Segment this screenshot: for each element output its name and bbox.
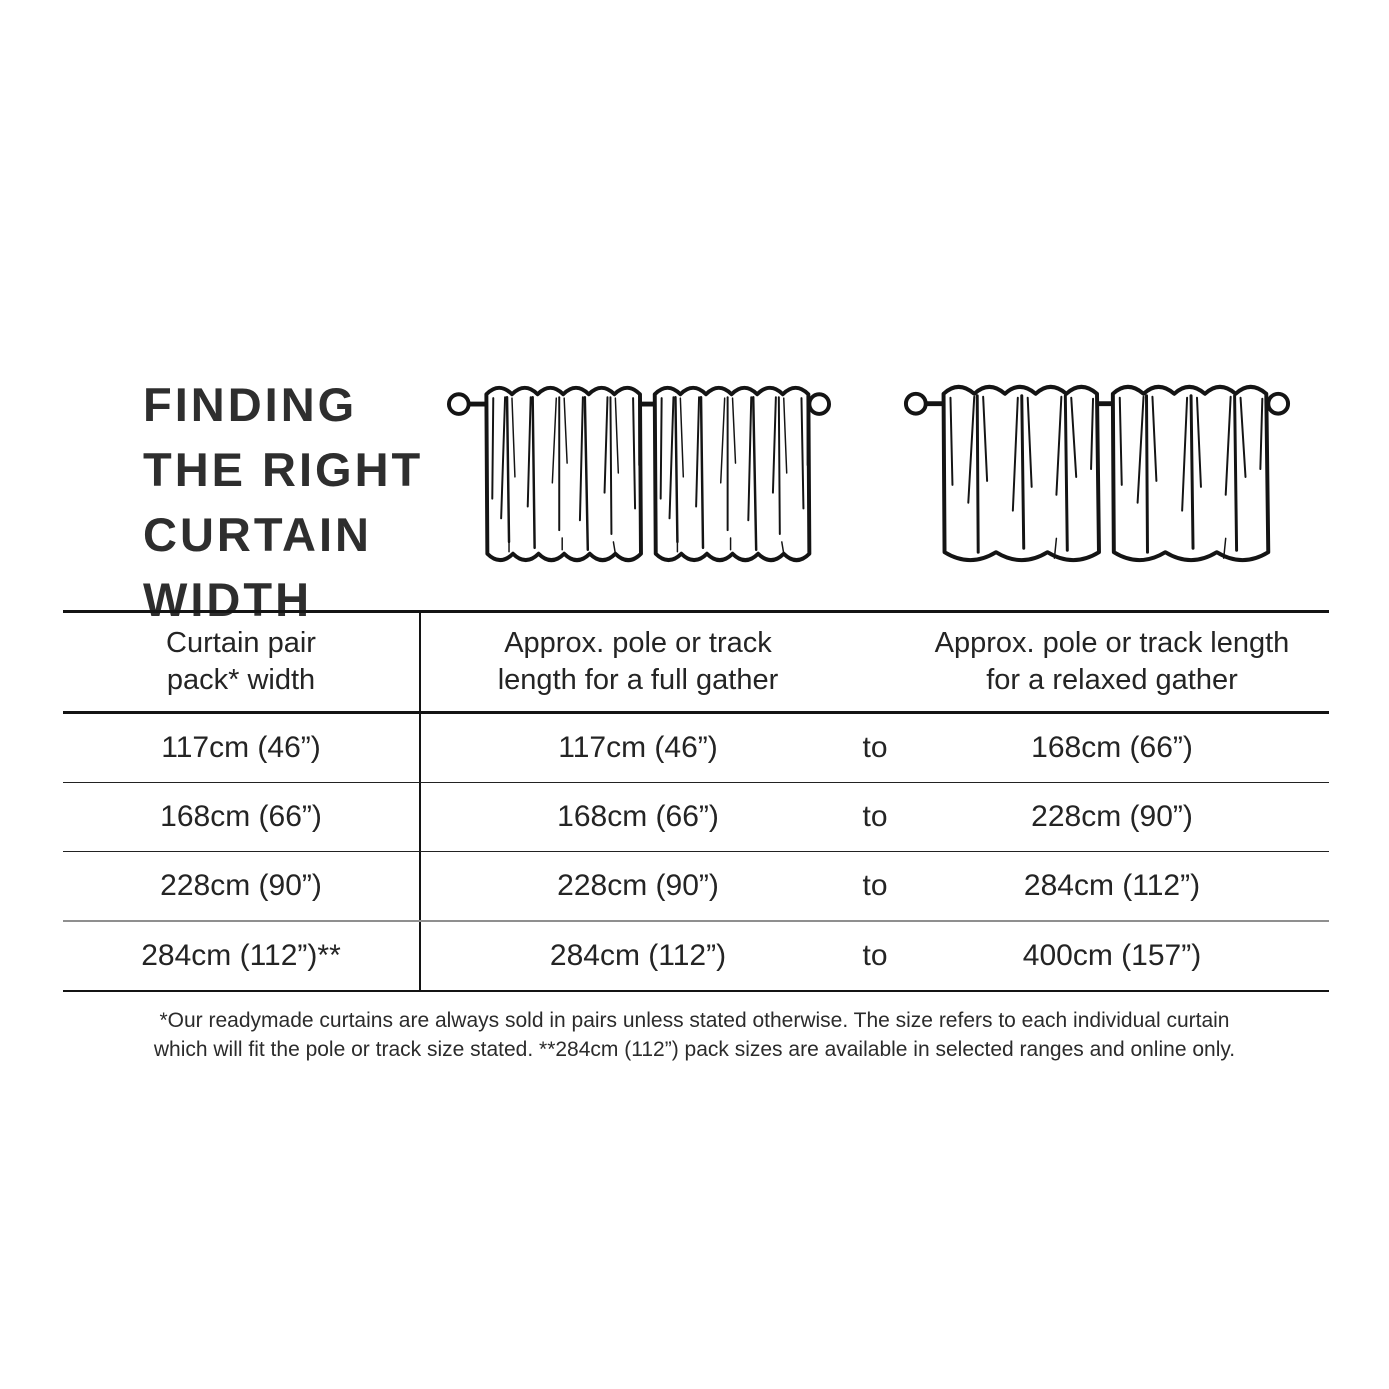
pack-width-cell: 284cm (112”)** — [63, 922, 421, 990]
footnote-line: which will fit the pole or track size stated. **284cm (112”) pack sizes are available in selected ranges and online only. — [153, 1037, 1236, 1061]
title-line: CURTAIN — [143, 508, 372, 561]
full-gather-curtains-icon — [446, 374, 832, 572]
pack-width-cell: 168cm (66”) — [63, 783, 421, 851]
footnote — [0, 1007, 1389, 1064]
curtain-size-table — [63, 610, 1329, 992]
relaxed-gather-cell: 168cm (66”) — [1031, 731, 1193, 764]
full-gather-cell: 228cm (90”) — [557, 869, 719, 902]
full-gather-cell: 284cm (112”) — [549, 939, 727, 972]
full-gather-cell: 117cm (46”) — [558, 731, 718, 764]
column-header-pack-width: Curtain pair pack* width — [63, 613, 421, 711]
pole-finial-left — [449, 394, 469, 414]
relaxed-gather-cell: 228cm (90”) — [1031, 800, 1193, 833]
pole-finial-right — [1268, 394, 1288, 414]
table-row — [63, 852, 1329, 922]
column-header-full-gather: Approx. pole or track length for a full gather — [497, 627, 779, 696]
title-line: THE RIGHT — [143, 443, 424, 496]
pack-width-cell: 228cm (90”) — [63, 852, 421, 920]
table-row — [63, 714, 1329, 783]
to-label: to — [862, 869, 888, 902]
pole-finial-left — [906, 394, 926, 414]
relaxed-gather-curtains-icon — [901, 374, 1293, 572]
full-gather-cell: 168cm (66”) — [557, 800, 719, 833]
pole-finial-right — [809, 394, 829, 414]
table-row — [63, 922, 1329, 990]
to-label: to — [862, 800, 888, 833]
table-row — [63, 783, 1329, 852]
pack-width-cell: 117cm (46”) — [63, 714, 421, 782]
to-label: to — [862, 731, 888, 764]
page-title — [143, 372, 423, 632]
table-header-row — [63, 613, 1329, 714]
title-line: WIDTH — [143, 573, 313, 626]
title-line: FINDING — [143, 378, 358, 431]
column-header-relaxed-gather: Approx. pole or track length for a relaxed gather — [934, 627, 1290, 696]
relaxed-gather-cell: 284cm (112”) — [1023, 869, 1201, 902]
to-label: to — [862, 939, 888, 972]
footnote-line: *Our readymade curtains are always sold in pairs unless stated otherwise. The size refers to each individual curtain — [159, 1009, 1230, 1032]
relaxed-gather-cell: 400cm (157”) — [1022, 939, 1202, 972]
